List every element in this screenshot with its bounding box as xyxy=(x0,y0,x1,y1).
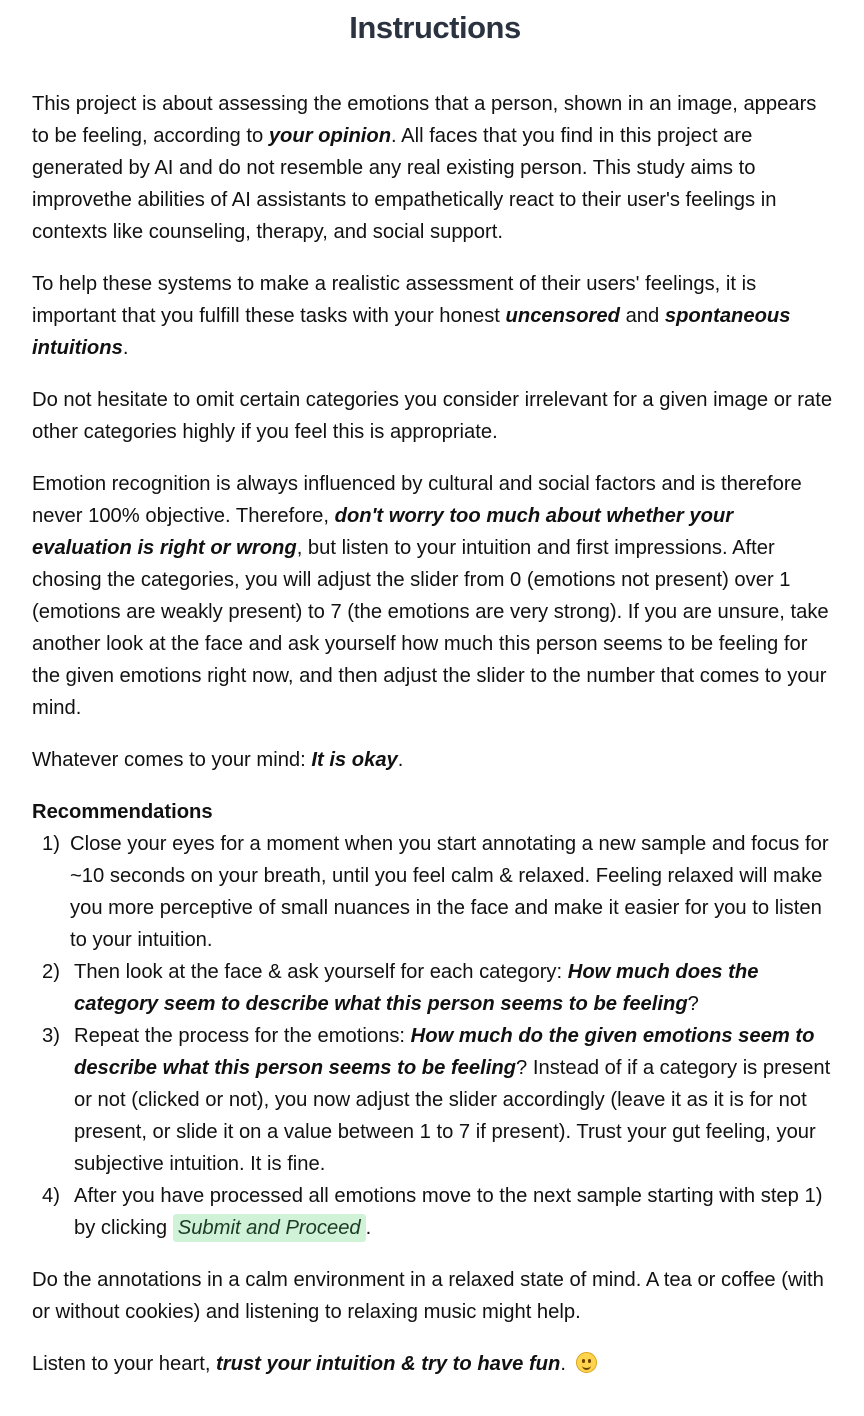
submit-and-proceed-label: Submit and Proceed xyxy=(173,1214,366,1242)
recommendations-heading: Recommendations xyxy=(32,801,213,823)
step-emphasis: How much do the given emotions seem to describe what this person seems to be feeling xyxy=(74,1025,815,1079)
step-number: 1) xyxy=(42,833,60,855)
slider-text-1: Emotion recognition is always influenced by cultural and social factors and is therefore never 100% objective. Therefore, xyxy=(32,473,802,527)
whatever-text-2: . xyxy=(397,749,404,771)
whatever-paragraph xyxy=(32,744,838,776)
list-item xyxy=(32,1020,838,1180)
instructions-body xyxy=(32,88,838,1380)
step-number: 3) xyxy=(42,1025,60,1047)
intro-text-2: . All faces that you find in this project are generated by AI and do not resemble any real existing person. This study aims to improvethe abilities of AI assistants to empathetically react to their user's feelings in contexts like counseling, therapy, and social support. xyxy=(32,125,777,243)
spontaneous-emphasis: spontaneous intuitions xyxy=(32,305,791,359)
smiley-mouth xyxy=(582,1363,591,1370)
step-number: 2) xyxy=(42,961,60,983)
uncensored-emphasis: uncensored xyxy=(505,305,620,327)
slider-text-2: , but listen to your intuition and first impressions. After chosing the categories, you will adjust the slider from 0 (emotions not present) over 1 (emotions are weakly present) to 7 (the emotions are very strong). If you are unsure, take another look at the face and ask yourself how much this person seems to be feeling for the given emotions right now, and then adjust the slider to the number that comes to your mind. xyxy=(32,537,829,719)
it-is-okay-emphasis: It is okay xyxy=(311,749,398,771)
closing-text-1: Listen to your heart, xyxy=(32,1353,217,1375)
your-opinion-emphasis: your opinion xyxy=(268,125,392,147)
intro-paragraph xyxy=(32,88,838,248)
closing-text-2: . xyxy=(560,1353,572,1375)
step-text: . xyxy=(365,1217,372,1239)
honesty-paragraph xyxy=(32,268,838,364)
environment-paragraph xyxy=(32,1264,838,1328)
whatever-text-1: Whatever comes to your mind: xyxy=(32,749,312,771)
honesty-text-2: and xyxy=(619,305,665,327)
step-number: 4) xyxy=(42,1185,60,1207)
intro-text-1: This project is about assessing the emotions that a person, shown in an image, appears to be feeling, according to xyxy=(32,93,817,147)
closing-paragraph xyxy=(32,1348,838,1380)
trust-intuition-emphasis: trust your intuition & try to have fun xyxy=(216,1353,561,1375)
step-text: Repeat the process for the emotions: xyxy=(74,1025,411,1047)
honesty-text-3: . xyxy=(122,337,129,359)
step-text: Then look at the face & ask yourself for each category: xyxy=(74,961,568,983)
list-item xyxy=(32,828,838,956)
step-text: ? Instead of if a category is present or not (clicked or not), you now adjust the slider accordingly (leave it as it is for not present, or slide it on a value between 1 to 7 if present). Trust your gut feeling, your subjective intuition. It is fine. xyxy=(74,1057,831,1175)
slider-explanation-paragraph xyxy=(32,468,838,724)
list-item xyxy=(32,1180,838,1244)
omit-categories-paragraph xyxy=(32,384,838,448)
list-item xyxy=(32,956,838,1020)
environment-text: Do the annotations in a calm environment in a relaxed state of mind. A tea or coffee (with or without cookies) and listening to relaxing music might help. xyxy=(32,1269,824,1323)
omit-text: Do not hesitate to omit certain categories you consider irrelevant for a given image or rate other categories highly if you feel this is appropriate. xyxy=(32,389,833,443)
step-text: ? xyxy=(687,993,699,1015)
step-text: After you have processed all emotions move to the next sample starting with step 1) by clicking xyxy=(74,1185,823,1239)
step-emphasis: How much does the category seem to describe what this person seems to be feeling xyxy=(74,961,759,1015)
dont-worry-emphasis: don't worry too much about whether your evaluation is right or wrong xyxy=(32,505,734,559)
recommendations-list xyxy=(32,828,838,1244)
slightly-smiling-face-icon xyxy=(576,1352,597,1373)
honesty-text-1: To help these systems to make a realistic assessment of their users' feelings, it is important that you fulfill these tasks with your honest xyxy=(32,273,757,327)
page-title: Instructions xyxy=(349,10,521,45)
step-text: Close your eyes for a moment when you start annotating a new sample and focus for ~10 seconds on your breath, until you feel calm & relaxed. Feeling relaxed will make you more perceptive of small nuances in the face and make it easier for you to listen to your intuition. xyxy=(70,833,829,951)
